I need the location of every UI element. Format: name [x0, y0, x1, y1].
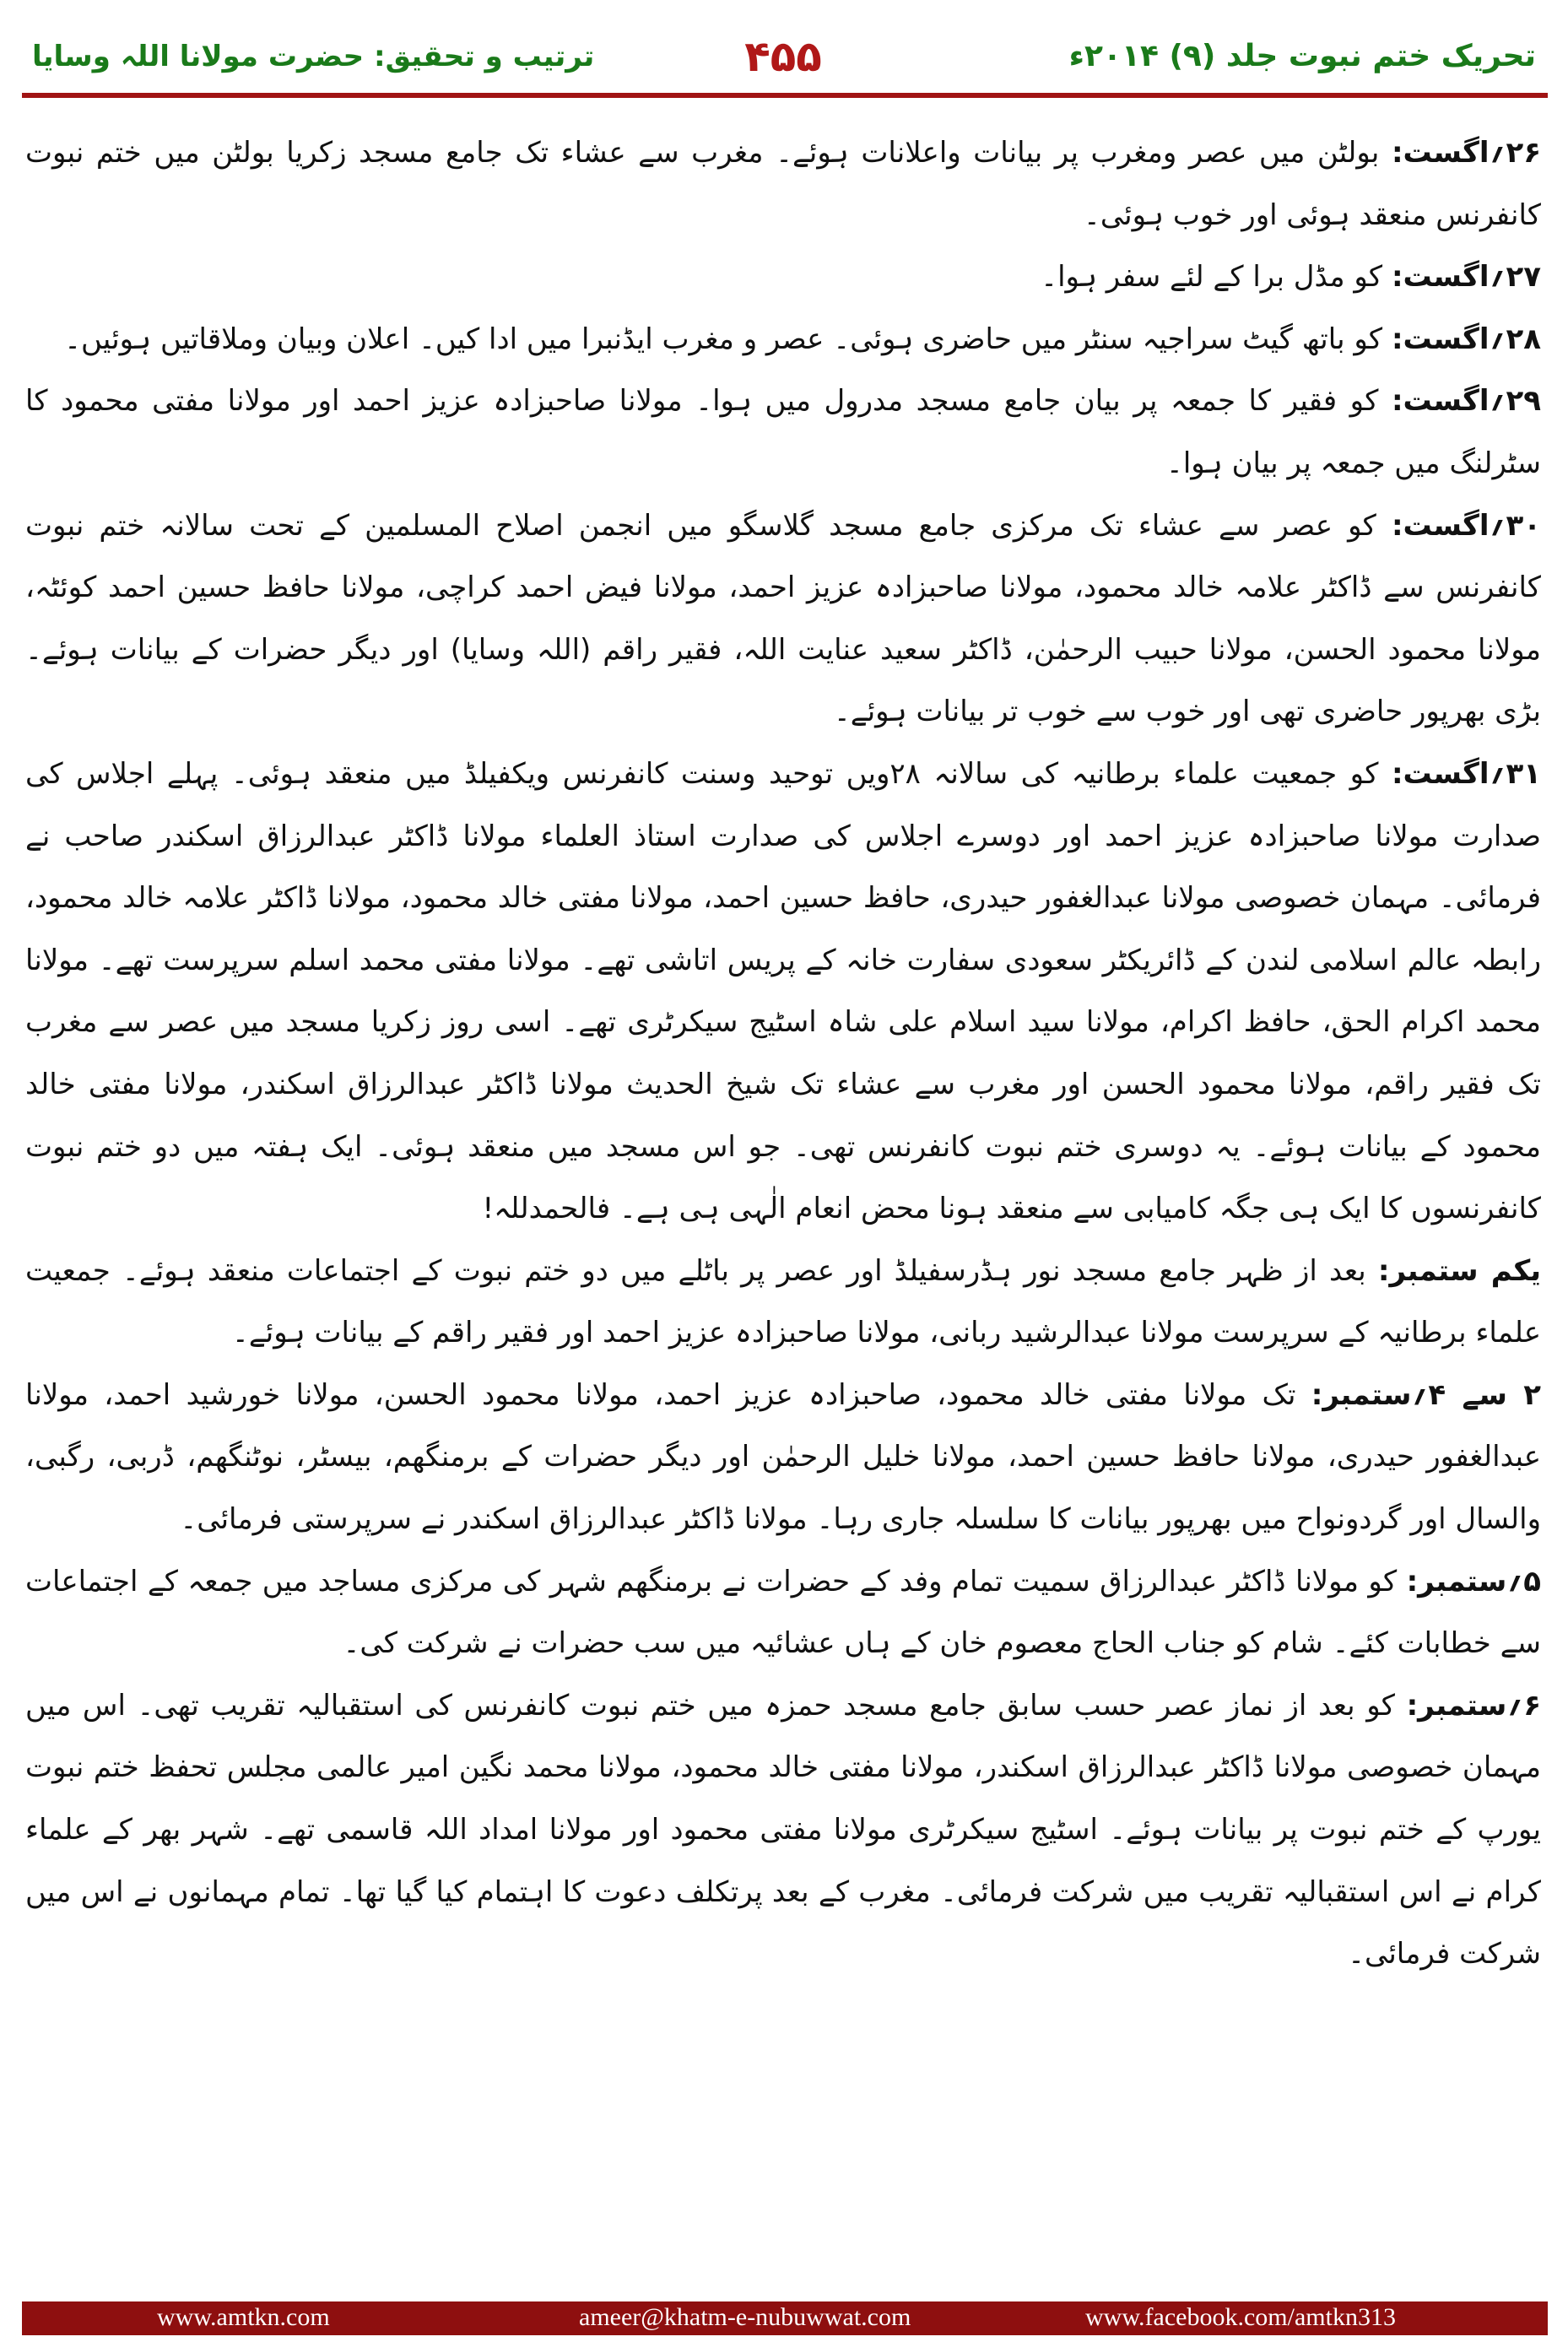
paragraph — [25, 744, 1541, 1241]
body-text — [25, 122, 1541, 2232]
date-label: یکم ستمبر: — [1377, 1253, 1541, 1288]
paragraph-text: بعد از ظہر جامع مسجد نور ہڈرسفیلڈ اور عصر پر باٹلے میں دو ختم نبوت کے اجتماعات منعقد ہوئے۔ جمعیت علماء برطانیہ کے سرپرست مولانا عبدالرشید ربانی، مولانا صاحبزادہ عزیز احمد اور فقیر راقم کے بیانات ہوئے۔ — [25, 1253, 1541, 1350]
paragraph-text: کو بعد از نماز عصر حسب سابق جامع مسجد حمزہ میں ختم نبوت کانفرنس کی استقبالیہ تقریب تھی۔ اس میں مہمان خصوصی مولانا ڈاکٹر عبدالرزاق اسکندر، مولانا مفتی خالد محمود، مولانا محمد نگین امیر عالمی مجلس تحفظ ختم نبوت یورپ کے ختم نبوت پر بیانات ہوئے۔ اسٹیج سیکرٹری مولانا مفتی محمود اور مولانا امداد اللہ قاسمی تھے۔ شہر بھر کے علماء کرام نے اس استقبالیہ تقریب میں شرکت فرمائی۔ مغرب کے بعد پرتکلف دعوت کا اہتمام کیا گیا تھا۔ تمام مہمانوں نے اس میں شرکت فرمائی۔ — [25, 1688, 1541, 1971]
paragraph — [25, 1551, 1541, 1675]
paragraph — [25, 1365, 1541, 1551]
paragraph — [25, 246, 1541, 309]
paragraph-text: تک مولانا مفتی خالد محمود، صاحبزادہ عزیز احمد، مولانا محمود الحسن، مولانا خورشید احمد، مولانا عبدالغفور حیدری، مولانا حافظ حسین احمد، مولانا خلیل الرحمٰن اور دیگر حضرات کے برمنگھم، بیسٹر، نوٹنگھم، ڈربی، رگبی، والسال اور گردونواح میں بھرپور بیانات کا سلسلہ جاری رہا۔ مولانا ڈاکٹر عبدالرزاق اسکندر نے سرپرستی فرمائی۔ — [25, 1377, 1541, 1537]
paragraph — [25, 495, 1541, 744]
email-link[interactable]: ameer@khatm-e-nubuwwat.com — [579, 2303, 911, 2331]
website-link[interactable]: www.amtkn.com — [157, 2303, 330, 2331]
paragraph — [25, 1675, 1541, 1986]
paragraph — [25, 1241, 1541, 1365]
paragraph — [25, 371, 1541, 495]
paragraph-text: کو مڈل برا کے لئے سفر ہوا۔ — [1041, 260, 1392, 295]
date-label: ۲۷؍اگست: — [1391, 260, 1541, 295]
date-label: ۲۸؍اگست: — [1391, 322, 1541, 356]
date-label: ۶؍ستمبر: — [1406, 1688, 1541, 1723]
page-number: ۴۵۵ — [744, 32, 822, 81]
facebook-link[interactable]: www.facebook.com/amtkn313 — [1085, 2303, 1396, 2331]
page-header — [24, 32, 1543, 83]
book-title: تحریک ختم نبوت جلد (۹) ۲۰۱۴ء — [1068, 39, 1536, 73]
paragraph — [25, 122, 1541, 246]
footer-bar — [22, 2301, 1548, 2335]
paragraph-text: کو باتھ گیٹ سراجیہ سنٹر میں حاضری ہوئی۔ عصر و مغرب ایڈنبرا میں ادا کیں۔ اعلان وبیان وملاقاتیں ہوئیں۔ — [64, 322, 1392, 356]
date-label: ۲ سے ۴؍ستمبر: — [1311, 1377, 1541, 1412]
compiler-credit: ترتیب و تحقیق: حضرت مولانا اللہ وسایا — [32, 40, 595, 73]
paragraph-text: کو مولانا ڈاکٹر عبدالرزاق سمیت تمام وفد کے حضرات نے برمنگھم شہر کی مرکزی مساجد میں جمعہ کے اجتماعات سے خطابات کئے۔ شام کو جناب الحاج معصوم خان کے ہاں عشائیہ میں سب حضرات نے شرکت کی۔ — [25, 1564, 1541, 1661]
paragraph — [25, 309, 1541, 371]
date-label: ۳۰؍اگست: — [1391, 508, 1541, 543]
paragraph-text: بولٹن میں عصر ومغرب پر بیانات واعلانات ہوئے۔ مغرب سے عشاء تک جامع مسجد زکریا بولٹن میں ختم نبوت کانفرنس منعقد ہوئی اور خوب ہوئی۔ — [25, 136, 1541, 232]
date-label: ۲۹؍اگست: — [1391, 384, 1541, 419]
date-label: ۵؍ستمبر: — [1406, 1564, 1541, 1598]
paragraph-text: کو عصر سے عشاء تک مرکزی جامع مسجد گلاسگو میں انجمن اصلاح المسلمین کے تحت سالانہ ختم نبوت کانفرنس سے ڈاکٹر علامہ خالد محمود، مولانا صاحبزادہ عزیز احمد، مولانا فیض احمد کراچی، مولانا حافظ حسین احمد کوئٹہ، مولانا محمود الحسن، مولانا حبیب الرحمٰن، ڈاکٹر سعید عنایت اللہ، فقیر راقم (اللہ وسایا) اور دیگر حضرات کے بیانات ہوئے۔ بڑی بھرپور حاضری تھی اور خوب سے خوب تر بیانات ہوئے۔ — [25, 508, 1541, 729]
header-divider — [22, 93, 1548, 98]
date-label: ۳۱؍اگست: — [1391, 756, 1541, 791]
date-label: ۲۶؍اگست: — [1391, 136, 1541, 170]
paragraph-text: کو جمعیت علماء برطانیہ کی سالانہ ۲۸ویں توحید وسنت کانفرنس ویکفیلڈ میں منعقد ہوئی۔ پہلے اجلاس کی صدارت مولانا صاحبزادہ عزیز احمد اور دوسرے اجلاس کی صدارت استاذ العلماء مولانا ڈاکٹر عبدالرزاق اسکندر صاحب نے فرمائی۔ مہمان خصوصی مولانا عبدالغفور حیدری، حافظ حسین احمد، مولانا مفتی خالد محمود، مولانا ڈاکٹر علامہ خالد محمود، رابطہ عالم اسلامی لندن کے ڈائریکٹر سعودی سفارت خانہ کے پریس اتاشی تھے۔ مولانا مفتی محمد اسلم سرپرست تھے۔ مولانا محمد اکرام الحق، حافظ اکرام، مولانا سید اسلام علی شاہ اسٹیج سیکرٹری تھے۔ اسی روز زکریا مسجد میں عصر سے مغرب تک فقیر راقم، مولانا محمود الحسن اور مغرب سے عشاء تک شیخ الحدیث مولانا ڈاکٹر عبدالرزاق اسکندر، مولانا مفتی خالد محمود کے بیانات ہوئے۔ یہ دوسری ختم نبوت کانفرنس تھی۔ جو اس مسجد میں منعقد ہوئی۔ ایک ہفتہ میں دو ختم نبوت کانفرنسوں کا ایک ہی جگہ کامیابی سے منعقد ہونا محض انعام الٰہی ہی ہے۔ فالحمدللہ! — [25, 756, 1541, 1226]
paragraph-text: کو فقیر کا جمعہ پر بیان جامع مسجد مدرول میں ہوا۔ مولانا صاحبزادہ عزیز احمد اور مولانا مفتی محمود کا سٹرلنگ میں جمعہ پر بیان ہوا۔ — [25, 384, 1541, 480]
